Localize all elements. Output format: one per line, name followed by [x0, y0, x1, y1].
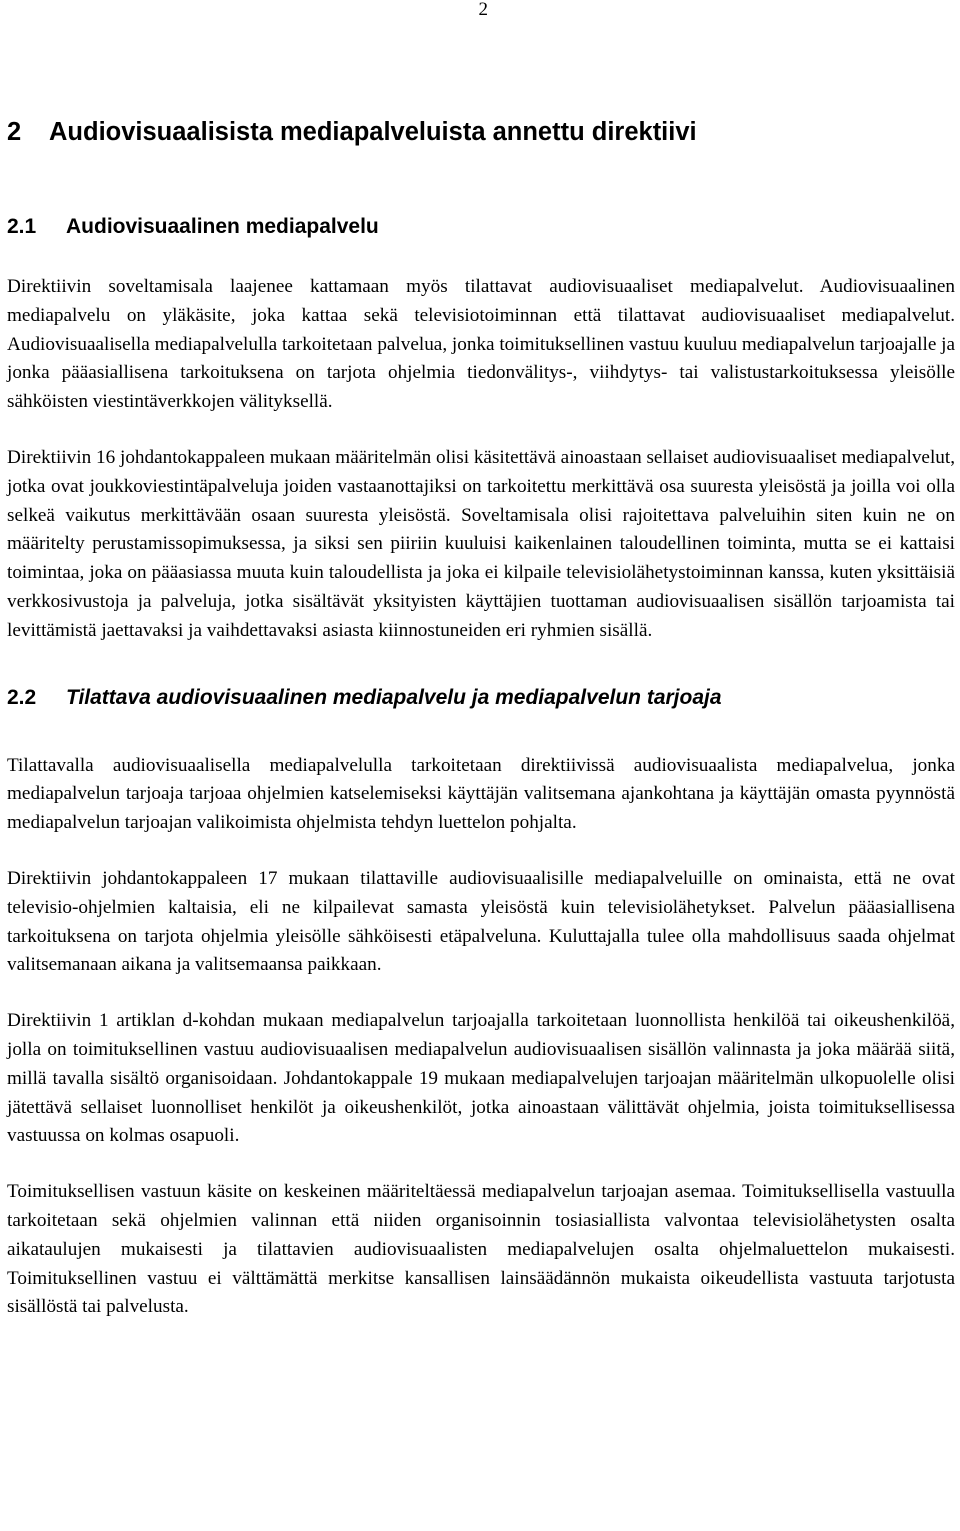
paragraph: Direktiivin soveltamisala laajenee kattamaan myös tilattavat audiovisuaaliset mediapalvelut. Audiovisuaalinen mediapalvelu on yläkäsite, joka kattaa sekä televisiotoiminnan että tilattavat audiovisuaaliset mediapalvelut. Audiovisuaalisella mediapalvelulla tarkoitetaan palvelua, jonka toimituksellinen vastuu kuuluu mediapalvelun tarjoajalle ja jonka pääasiallisena tarkoituksena on tarjota ohjelmia tiedonvälitys-, viihdytys- tai valistustarkoituksessa yleisölle sähköisten viestintäverkkojen välityksellä.: [7, 276, 955, 413]
paragraph: Tilattavalla audiovisuaalisella mediapalvelulla tarkoitetaan direktiivissä audiovisuaalista mediapalvelua, jonka mediapalvelun tarjoaja tarjoaa ohjelmien katselemiseksi käyttäjän valitsemana ajankohtana ja käyttäjän omasta pyynnöstä mediapalvelun tarjoajan valikoimista ohjelmista tehdyn luettelon pohjalta.: [7, 754, 955, 834]
paragraph: Direktiivin 1 artiklan d-kohdan mukaan mediapalvelun tarjoajalla tarkoitetaan luonnollista henkilöä tai oikeushenkilöä, jolla on toimituksellinen vastuu audiovisuaalisen mediapalvelun audiovisuaalisen sisällön valinnasta ja joka määrää siitä, millä tavalla sisältö organisoidaan. Johdantokappale 19 mukaan mediapalvelujen tarjoajan määritelmän ulkopuolelle olisi jätettävä sellaiset luonnolliset henkilöt ja oikeushenkilöt, jotka ainoastaan välittävät ohjelmia, joista toimituksellisessa vastuussa on kolmas osapuoli.: [7, 1010, 955, 1147]
section-number: 2.1: [7, 215, 37, 238]
page-number: 2: [478, 0, 488, 20]
section-number: 2.2: [7, 685, 37, 709]
section-title: Audiovisuaalinen mediapalvelu: [66, 215, 379, 238]
chapter-heading: [7, 117, 955, 147]
paragraph: Direktiivin johdantokappaleen 17 mukaan tilattaville audiovisuaalisille mediapalveluille on ominaista, että ne ovat televisio-ohjelmien kaltaisia, eli ne kilpailevat samasta yleisöstä kuin televisiolähetykset. Palvelun pääasiallisena tarkoituksena on tarjota ohjelmia yleisölle sähköisesti etäpalveluna. Kuluttajalla tulee olla mahdollisuus saada ohjelmat valitsemanaan aikana ja valitsemaansa paikkaan.: [7, 867, 955, 976]
document-body: [7, 117, 955, 1322]
section-title: Tilattava audiovisuaalinen mediapalvelu ja mediapalvelun tarjoaja: [66, 685, 722, 709]
paragraph: Direktiivin 16 johdantokappaleen mukaan määritelmän olisi käsitettävä ainoastaan sellaiset audiovisuaaliset mediapalvelut, jotka ovat joukkoviestintäpalveluja joiden vastaanottajiksi on tarkoitettu merkittävä osa suuresta yleisöstä ja joilla voi olla selkeä vaikutus merkittävään osaan suuresta yleisöstä. Soveltamisala olisi rajoitettava palveluihin siten kuin ne on määritelty perustamissopimuksessa, ja siksi sen piiriin kuuluisi kaikenlainen taloudellinen toiminta, mutta se ei kattaisi toimintaa, joka on pääasiassa muuta kuin taloudellista ja joka ei kilpaile televisiolähetystoiminnan kanssa, kuten yksittäisiä verkkosivustoja ja palveluja, jotka sisältävät yksityisten käyttäjien tuottaman audiovisuaalisen sisällön tarjoamista tai levittämistä jaettavaksi ja vaihdettavaksi asiasta kiinnostuneiden eri ryhmien sisällä.: [7, 446, 955, 641]
section-heading: [7, 684, 955, 712]
chapter-number: 2: [7, 118, 22, 146]
section-heading: [7, 213, 955, 241]
chapter-title: Audiovisuaalisista mediapalveluista annettu direktiivi: [49, 118, 697, 146]
paragraph: Toimituksellisen vastuun käsite on keskeinen määriteltäessä mediapalvelun tarjoajan asemaa. Toimituksellisella vastuulla tarkoitetaan sekä ohjelmien valinnan että niiden organisoinnin tosiasiallista valvontaa televisiolähetysten osalta aikataulujen mukaisesti ja tilattavien audiovisuaalisten mediapalvelujen osalta ohjelmaluettelon mukaisesti. Toimituksellinen vastuu ei välttämättä merkitse kansallisen lainsäädännön mukaista oikeudellista vastuuta tarjotusta sisällöstä tai palvelusta.: [7, 1181, 955, 1318]
